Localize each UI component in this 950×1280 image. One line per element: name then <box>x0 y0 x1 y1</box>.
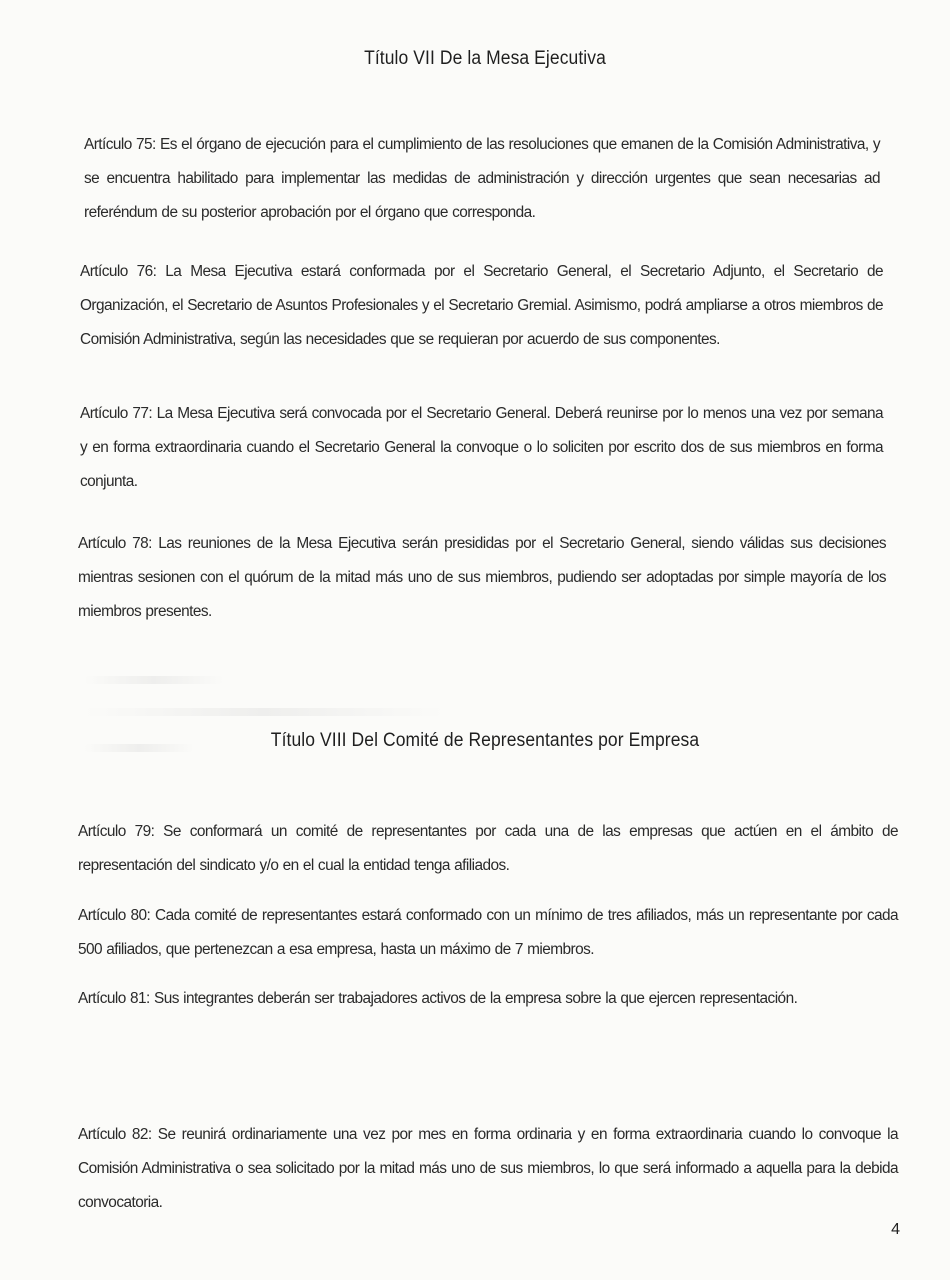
article-79: Artículo 79: Se conformará un comité de representantes por cada una de las empresas que actúen en el ámbito de representación del sindicato y/o en el cual la entidad tenga afiliados. <box>78 823 898 874</box>
article-75: Artículo 75: Es el órgano de ejecución para el cumplimiento de las resoluciones que emanen de la Comisión Administrativa, y se encuentra habilitado para implementar las medidas de administración y dirección urgentes que sean necesarias ad referéndum de su posterior aprobación por el órgano que corresponda. <box>84 136 880 221</box>
show-through-mark <box>84 708 444 716</box>
article-78: Artículo 78: Las reuniones de la Mesa Ejecutiva serán presididas por el Secretario General, siendo válidas sus decisiones mientras sesionen con el quórum de la mitad más uno de sus miembros, pudiendo ser adoptadas por simple mayoría de los miembros presentes. <box>78 535 886 620</box>
section-title-vii: Título VII De la Mesa Ejecutiva <box>364 48 606 69</box>
page-number: 4 <box>891 1221 900 1238</box>
article-82: Artículo 82: Se reunirá ordinariamente una vez por mes en forma ordinaria y en forma extraordinaria cuando lo convoque la Comisión Administrativa o sea solicitado por la mitad más uno de sus miembros, lo que será informado a aquella para la debida convocatoria. <box>78 1126 898 1211</box>
section-title-viii: Título VIII Del Comité de Representantes por Empresa <box>270 730 700 751</box>
show-through-mark <box>84 676 224 684</box>
article-80: Artículo 80: Cada comité de representantes estará conformado con un mínimo de tres afiliados, más un representante por cada 500 afiliados, que pertenezcan a esa empresa, hasta un máximo de 7 miembros. <box>78 907 898 958</box>
article-76: Artículo 76: La Mesa Ejecutiva estará conformada por el Secretario General, el Secretario Adjunto, el Secretario de Organización, el Secretario de Asuntos Profesionales y el Secretario Gremial. Asimismo, podrá ampliarse a otros miembros de Comisión Administrativa, según las necesidades que se requieran por acuerdo de sus componentes. <box>80 263 883 348</box>
article-77: Artículo 77: La Mesa Ejecutiva será convocada por el Secretario General. Deberá reunirse por lo menos una vez por semana y en forma extraordinaria cuando el Secretario General la convoque o lo soliciten por escrito dos de sus miembros en forma conjunta. <box>80 405 883 490</box>
article-81: Artículo 81: Sus integrantes deberán ser trabajadores activos de la empresa sobre la que ejercen representación. <box>78 990 798 1007</box>
